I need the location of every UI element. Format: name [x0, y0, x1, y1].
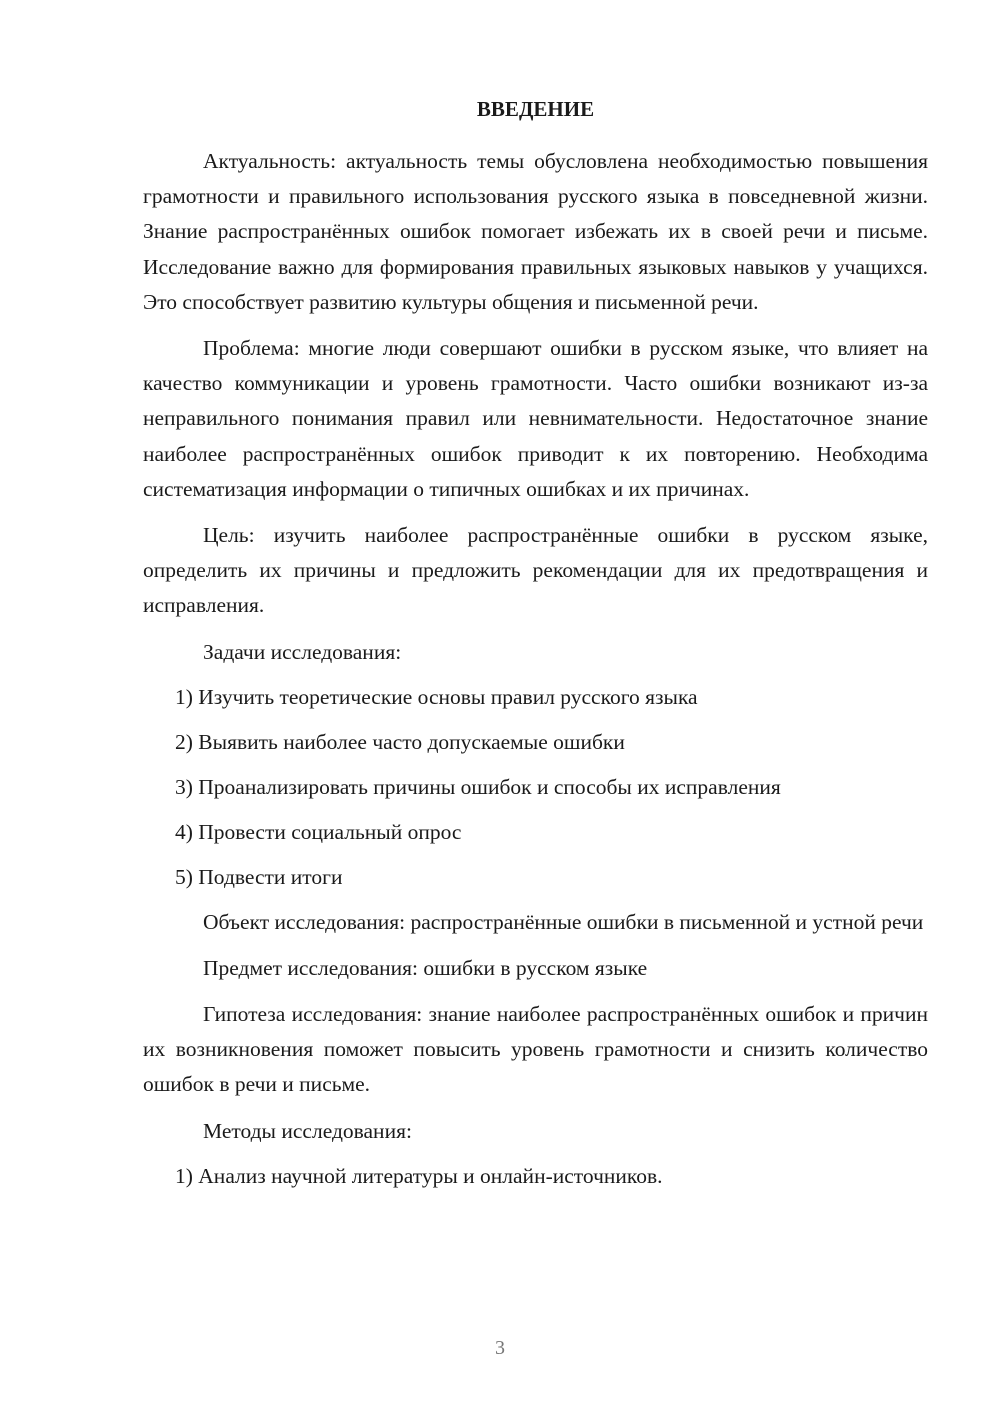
page-number: 3	[495, 1337, 505, 1359]
section-heading: ВВЕДЕНИЕ	[476, 97, 595, 121]
goal-paragraph: Цель: изучить наиболее распространённые ошибки в русском языке, определить их причины и предложить рекомендации для их предотвращения и исправления.	[143, 523, 928, 618]
task-item: 2) Выявить наиболее часто допускаемые ошибки	[175, 729, 625, 754]
tasks-label: Задачи исследования:	[203, 639, 402, 664]
object-paragraph: Объект исследования: распространённые ошибки в письменной и устной речи	[203, 909, 924, 934]
method-item: 1) Анализ научной литературы и онлайн-источников.	[175, 1163, 663, 1188]
task-item: 1) Изучить теоретические основы правил русского языка	[175, 684, 698, 709]
task-item: 4) Провести социальный опрос	[175, 819, 462, 844]
subject-paragraph: Предмет исследования: ошибки в русском языке	[203, 955, 648, 980]
methods-label: Методы исследования:	[203, 1118, 412, 1143]
relevance-paragraph: Актуальность: актуальность темы обусловлена необходимостью повышения грамотности и правильного использования русского языка в повседневной жизни. Знание распространённых ошибок помогает избежать их в своей речи и письме. Исследование важно для формирования правильных языковых навыков у учащихся. Это способствует развитию культуры общения и письменной речи.	[143, 149, 928, 314]
task-item: 3) Проанализировать причины ошибок и способы их исправления	[175, 774, 781, 799]
document-page	[143, 92, 928, 1204]
hypothesis-paragraph: Гипотеза исследования: знание наиболее распространённых ошибок и причин их возникновения поможет повысить уровень грамотности и снизить количество ошибок в речи и письме.	[143, 1002, 928, 1097]
task-item: 5) Подвести итоги	[175, 864, 343, 889]
problem-paragraph: Проблема: многие люди совершают ошибки в русском языке, что влияет на качество коммуникации и уровень грамотности. Часто ошибки возникают из-за неправильного понимания правил или невнимательности. Недостаточное знание наиболее распространённых ошибок приводит к их повторению. Необходима систематизация информации о типичных ошибках и их причинах.	[143, 336, 928, 501]
